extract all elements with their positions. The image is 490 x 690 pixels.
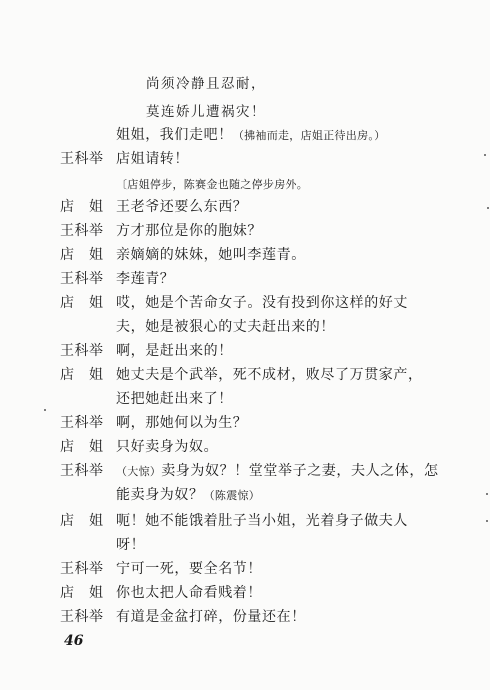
dialogue-text: 店姐请转！ — [116, 151, 189, 167]
stage-direction: （陈震惊） — [203, 489, 261, 502]
dialogue-line — [0, 148, 490, 168]
dialogue-line — [0, 558, 490, 578]
dialogue-text: 呃！她不能饿着肚子当小姐，光着身子做夫人 — [116, 513, 408, 529]
dialogue-text: 啊，是赶出来的！ — [116, 343, 233, 359]
scan-speck — [44, 409, 46, 411]
dialogue-line — [0, 436, 490, 456]
dialogue-continuation — [0, 388, 490, 408]
dialogue-continuation — [0, 316, 490, 336]
dialogue-line — [0, 582, 490, 602]
stage-direction: 〔店姐停步，陈赛金也随之停步房外。 — [116, 178, 309, 191]
dialogue-text: 亲嫡嫡的妹妹，她叫李莲青。 — [116, 247, 306, 263]
dialogue-text: 方才那位是你的胞妹？ — [116, 223, 262, 239]
dialogue-text: 啊，那她何以为生？ — [116, 415, 248, 431]
verse-line-2: 莫连娇儿遭祸灾！ — [146, 104, 266, 120]
dialogue-line — [0, 292, 490, 312]
dialogue-continuation — [0, 484, 490, 504]
speaker-name: 王科举 — [60, 223, 104, 239]
dialogue-line — [0, 196, 490, 216]
speaker-name: 店 姐 — [60, 295, 104, 311]
dialogue-text: 宁可一死，要全名节！ — [116, 561, 262, 577]
scan-speck — [487, 207, 489, 209]
dialogue-line — [0, 412, 490, 432]
dialogue-text: 李莲青？ — [116, 271, 175, 287]
dialogue-line — [0, 606, 490, 626]
dialogue-line — [0, 510, 490, 530]
dialogue-text: 她丈夫是个武举，死不成材，败尽了万贯家产， — [116, 367, 423, 383]
verse-line-1: 尚须冷静且忍耐， — [146, 76, 266, 92]
scan-speck — [486, 520, 488, 522]
dialogue-line — [0, 268, 490, 288]
dialogue-line — [0, 124, 490, 144]
dialogue-text: 呀！ — [116, 537, 146, 553]
speaker-name: 王科举 — [60, 561, 104, 577]
scan-speck — [484, 154, 486, 156]
dialogue-text: 姐姐，我们走吧！ — [116, 127, 233, 143]
speaker-name: 店 姐 — [60, 585, 104, 601]
dialogue-line — [0, 340, 490, 360]
dialogue-text: 卖身为奴？！堂堂举子之妻，夫人之体，怎 — [161, 463, 439, 479]
dialogue-line — [0, 460, 490, 480]
page-number: 46 — [64, 633, 84, 649]
stage-direction: （拂袖而走，店姐正待出房。） — [232, 129, 386, 142]
dialogue-line — [0, 364, 490, 384]
speaker-name: 店 姐 — [60, 367, 104, 383]
speaker-name: 王科举 — [60, 415, 104, 431]
speaker-name: 王科举 — [60, 609, 104, 625]
stage-direction: （大惊） — [116, 465, 162, 478]
dialogue-line — [0, 220, 490, 240]
speaker-name: 店 姐 — [60, 513, 104, 529]
scan-speck — [486, 493, 488, 495]
dialogue-text: 有道是金盆打碎，份量还在！ — [116, 609, 306, 625]
speaker-name: 王科举 — [60, 271, 104, 287]
dialogue-text: 王老爷还要么东西？ — [116, 199, 248, 215]
dialogue-text: 能卖身为奴？ — [116, 487, 204, 503]
speaker-name: 王科举 — [60, 151, 104, 167]
dialogue-text: 还把她赶出来了！ — [116, 391, 233, 407]
dialogue-line — [0, 244, 490, 264]
speaker-name: 王科举 — [60, 343, 104, 359]
dialogue-continuation — [0, 534, 490, 554]
speaker-name: 店 姐 — [60, 247, 104, 263]
speaker-name: 王科举 — [60, 463, 104, 479]
dialogue-text: 夫，她是被狠心的丈夫赶出来的！ — [116, 319, 335, 335]
speaker-name: 店 姐 — [60, 199, 104, 215]
dialogue-text: 你也太把人命看贱着！ — [116, 585, 262, 601]
speaker-name: 店 姐 — [60, 439, 104, 455]
dialogue-text: 哎，她是个苦命女子。没有投到你这样的好丈 — [116, 295, 408, 311]
dialogue-text: 只好卖身为奴。 — [116, 439, 219, 455]
